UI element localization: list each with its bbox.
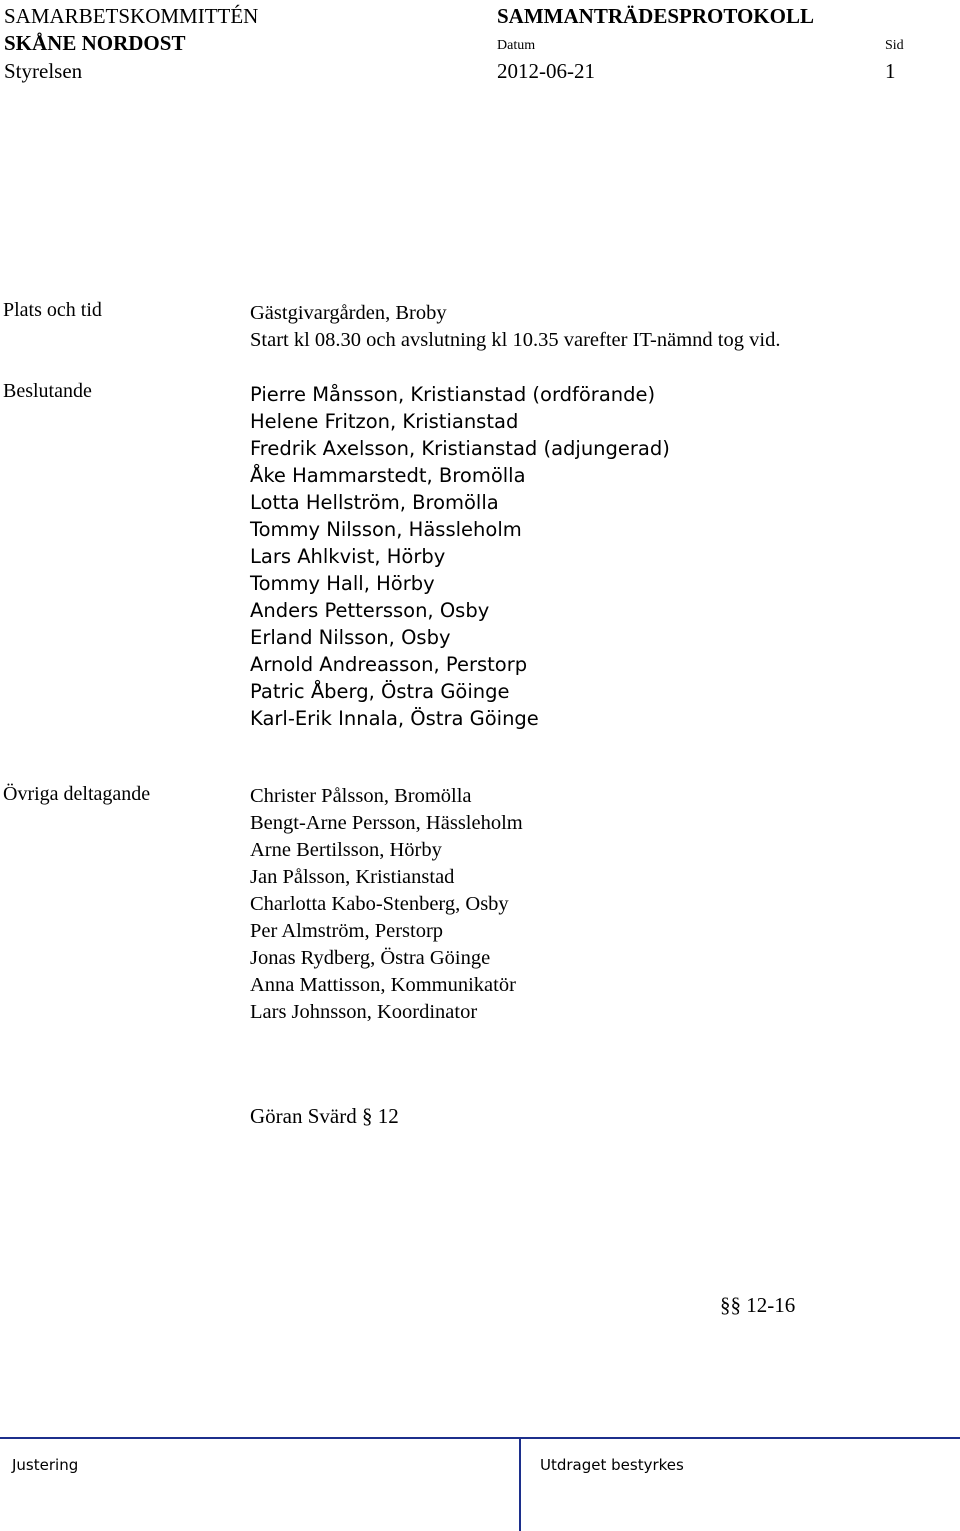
organization-region: SKÅNE NORDOST [4, 31, 186, 55]
decision-makers-list [250, 381, 670, 732]
other-participants-list [250, 783, 523, 1026]
list-item: Arne Bertilsson, Hörby [250, 839, 442, 861]
list-item: Charlotta Kabo-Stenberg, Osby [250, 893, 509, 915]
document-title: SAMMANTRÄDESPROTOKOLL [497, 4, 814, 28]
list-item: Tommy Hall, Hörby [250, 572, 435, 595]
place-time-lines [250, 300, 780, 354]
list-item: Pierre Månsson, Kristianstad (ordförande) [250, 383, 656, 406]
list-item: Tommy Nilsson, Hässleholm [250, 518, 522, 541]
page-label: Sid [885, 38, 904, 53]
adjuster-reference: Göran Svärd § 12 [250, 1104, 399, 1128]
place-time-line: Start kl 08.30 och avslutning kl 10.35 varefter IT-nämnd tog vid. [250, 329, 781, 351]
list-item: Erland Nilsson, Osby [250, 626, 451, 649]
list-item: Fredrik Axelsson, Kristianstad (adjungerad) [250, 437, 670, 460]
list-item: Bengt-Arne Persson, Hässleholm [250, 812, 523, 834]
list-item: Lars Johnsson, Koordinator [250, 1001, 478, 1023]
date-label: Datum [497, 38, 536, 53]
other-participants-label: Övriga deltagande [3, 783, 151, 805]
certified-extract-label: Utdraget bestyrkes [540, 1456, 684, 1474]
list-item: Karl-Erik Innala, Östra Göinge [250, 707, 539, 730]
list-item: Lotta Hellström, Bromölla [250, 491, 499, 514]
list-item: Per Almström, Perstorp [250, 920, 444, 942]
organization-name: SAMARBETSKOMMITTÉN [4, 4, 259, 28]
adjustment-label: Justering [12, 1456, 79, 1474]
page-number: 1 [885, 59, 896, 83]
list-item: Åke Hammarstedt, Bromölla [250, 464, 526, 487]
footer-rule [0, 1437, 960, 1439]
place-time-label: Plats och tid [3, 299, 102, 321]
list-item: Lars Ahlkvist, Hörby [250, 545, 446, 568]
list-item: Arnold Andreasson, Perstorp [250, 653, 528, 676]
list-item: Christer Pålsson, Bromölla [250, 785, 472, 807]
paragraph-range: §§ 12-16 [720, 1293, 796, 1317]
list-item: Jan Pålsson, Kristianstad [250, 866, 455, 888]
footer-divider [519, 1437, 521, 1531]
place-time-line: Gästgivargården, Broby [250, 302, 447, 324]
list-item: Anders Pettersson, Osby [250, 599, 490, 622]
meeting-date: 2012-06-21 [497, 59, 595, 83]
organization-body: Styrelsen [4, 59, 83, 83]
list-item: Patric Åberg, Östra Göinge [250, 680, 510, 703]
list-item: Anna Mattisson, Kommunikatör [250, 974, 516, 996]
list-item: Helene Fritzon, Kristianstad [250, 410, 519, 433]
decision-makers-label: Beslutande [3, 380, 92, 402]
list-item: Jonas Rydberg, Östra Göinge [250, 947, 491, 969]
